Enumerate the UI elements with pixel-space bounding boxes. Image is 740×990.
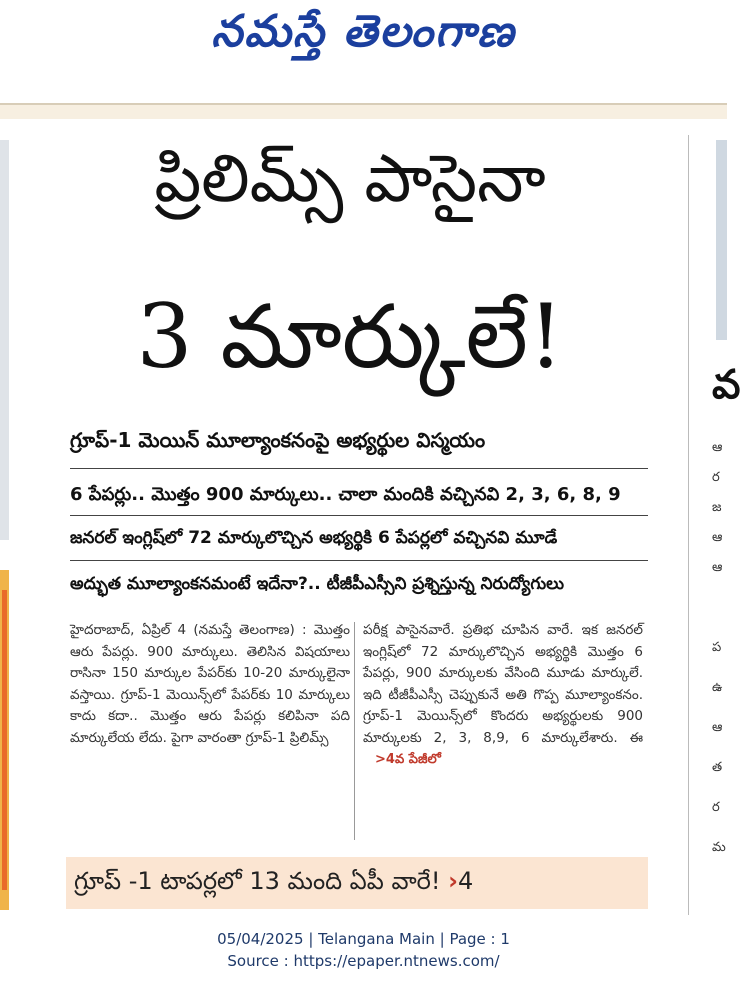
subheading-4: అద్భుత మూల్యాంకనమంటే ఇదేనా?.. టీజీపీఎస్సీని ప్రశ్నిస్తున్న నిరుద్యోగులు (70, 574, 565, 594)
adjacent-text-fragment: మ (712, 840, 726, 855)
arrow-icon: › (448, 867, 458, 895)
adjacent-text-fragment: ర (712, 800, 720, 815)
adjacent-text-fragment: ఉ (712, 680, 723, 695)
promo-page-number: 4 (457, 867, 474, 895)
adjacent-text-fragment: ర (712, 470, 720, 485)
subheading-3: జనరల్ ఇంగ్లిష్‌లో 72 మార్కులొచ్చిన అభ్యర్థికి 6 పేపర్లలో వచ్చినవి మూడే (70, 528, 558, 548)
adjacent-text-fragment: ఆ (712, 720, 723, 735)
adjacent-text-fragment: త (712, 760, 723, 775)
adjacent-photo (716, 140, 727, 340)
masthead-divider (0, 103, 727, 119)
article-body-column-2 (363, 620, 643, 771)
adjacent-text-fragment: జ (712, 500, 722, 515)
newspaper-logo: నమస్తే తెలంగాణ (211, 6, 516, 57)
continued-link[interactable]: >4వ పేజీలో (375, 752, 441, 767)
divider (70, 515, 648, 516)
adjacent-text-fragment: ఆ (712, 530, 723, 545)
promo-text: గ్రూప్ -1 టాపర్లలో 13 మంది ఏపీ వారే! ›4 (74, 867, 474, 895)
adjacent-text-fragment: ప (712, 640, 722, 655)
subheading-1: గ్రూప్-1 మెయిన్ మూల్యాంకనంపై అభ్యర్థుల విస్మయం (70, 428, 486, 452)
adjacent-headline-fragment: వ (712, 362, 740, 408)
main-headline-line2: 3 మార్కులే! (136, 285, 564, 388)
subheading-2: 6 పేపర్లు.. మొత్తం 900 మార్కులు.. చాలా మందికి వచ్చినవి 2, 3, 6, 8, 9 (70, 484, 621, 505)
adjacent-text-fragment: ఆ (712, 560, 723, 575)
column-divider (688, 135, 689, 915)
column-rule (354, 622, 355, 840)
article-body-column-1: హైదరాబాద్, ఏప్రిల్ 4 (నమస్తే తెలంగాణ) : మొత్తం ఆరు పేపర్లు. 900 మార్కులు. తెలిసిన విషయాలు రాసినా 150 మార్కుల పేపర్‌కు 10-20 మార్కులైనా వస్తాయి. గ్రూప్-1 మెయిన్స్‌లో పేపర్‌కు 10 మార్కులు కాదు కదా.. మొత్తం ఆరు పేపర్లు కలిపినా పది మార్కులేయ లేదు. పైగా వారంతా గ్రూప్-1 ప్రిలిమ్స్ (70, 622, 350, 746)
footer-edition-info: 05/04/2025 | Telangana Main | Page : 1 (217, 930, 510, 948)
divider (70, 468, 648, 469)
adjacent-text-fragment: ఆ (712, 440, 723, 455)
related-story-promo[interactable] (66, 857, 648, 909)
adjacent-ad-strip (0, 570, 9, 910)
footer-source[interactable]: Source : https://epaper.ntnews.com/ (227, 952, 500, 970)
masthead (0, 0, 727, 104)
divider (70, 560, 648, 561)
adjacent-photo-strip (0, 140, 9, 540)
article-body-text: పరీక్ష పాసైనవారే. ప్రతిభ చూపిన వారే. ఇక జనరల్ ఇంగ్లిష్‌లో 72 మార్కులొచ్చిన అభ్యర్థికి మొత్తం 6 పేపర్లు, 900 మార్కులకు వేసింది మూడు మార్కులే. ఇది టీజీపీఎస్సీ చెప్పుకునే అతి గొప్ప మూల్యాంకనం. గ్రూప్-1 మెయిన్స్‌లో కొందరు అభ్యర్థులకు 900 మార్కులకు 2, 3, 8,9, 6 మార్కులేశారు. ఈ (363, 622, 643, 746)
main-headline-line1: ప్రిలిమ్స్ పాసైనా (154, 140, 546, 217)
